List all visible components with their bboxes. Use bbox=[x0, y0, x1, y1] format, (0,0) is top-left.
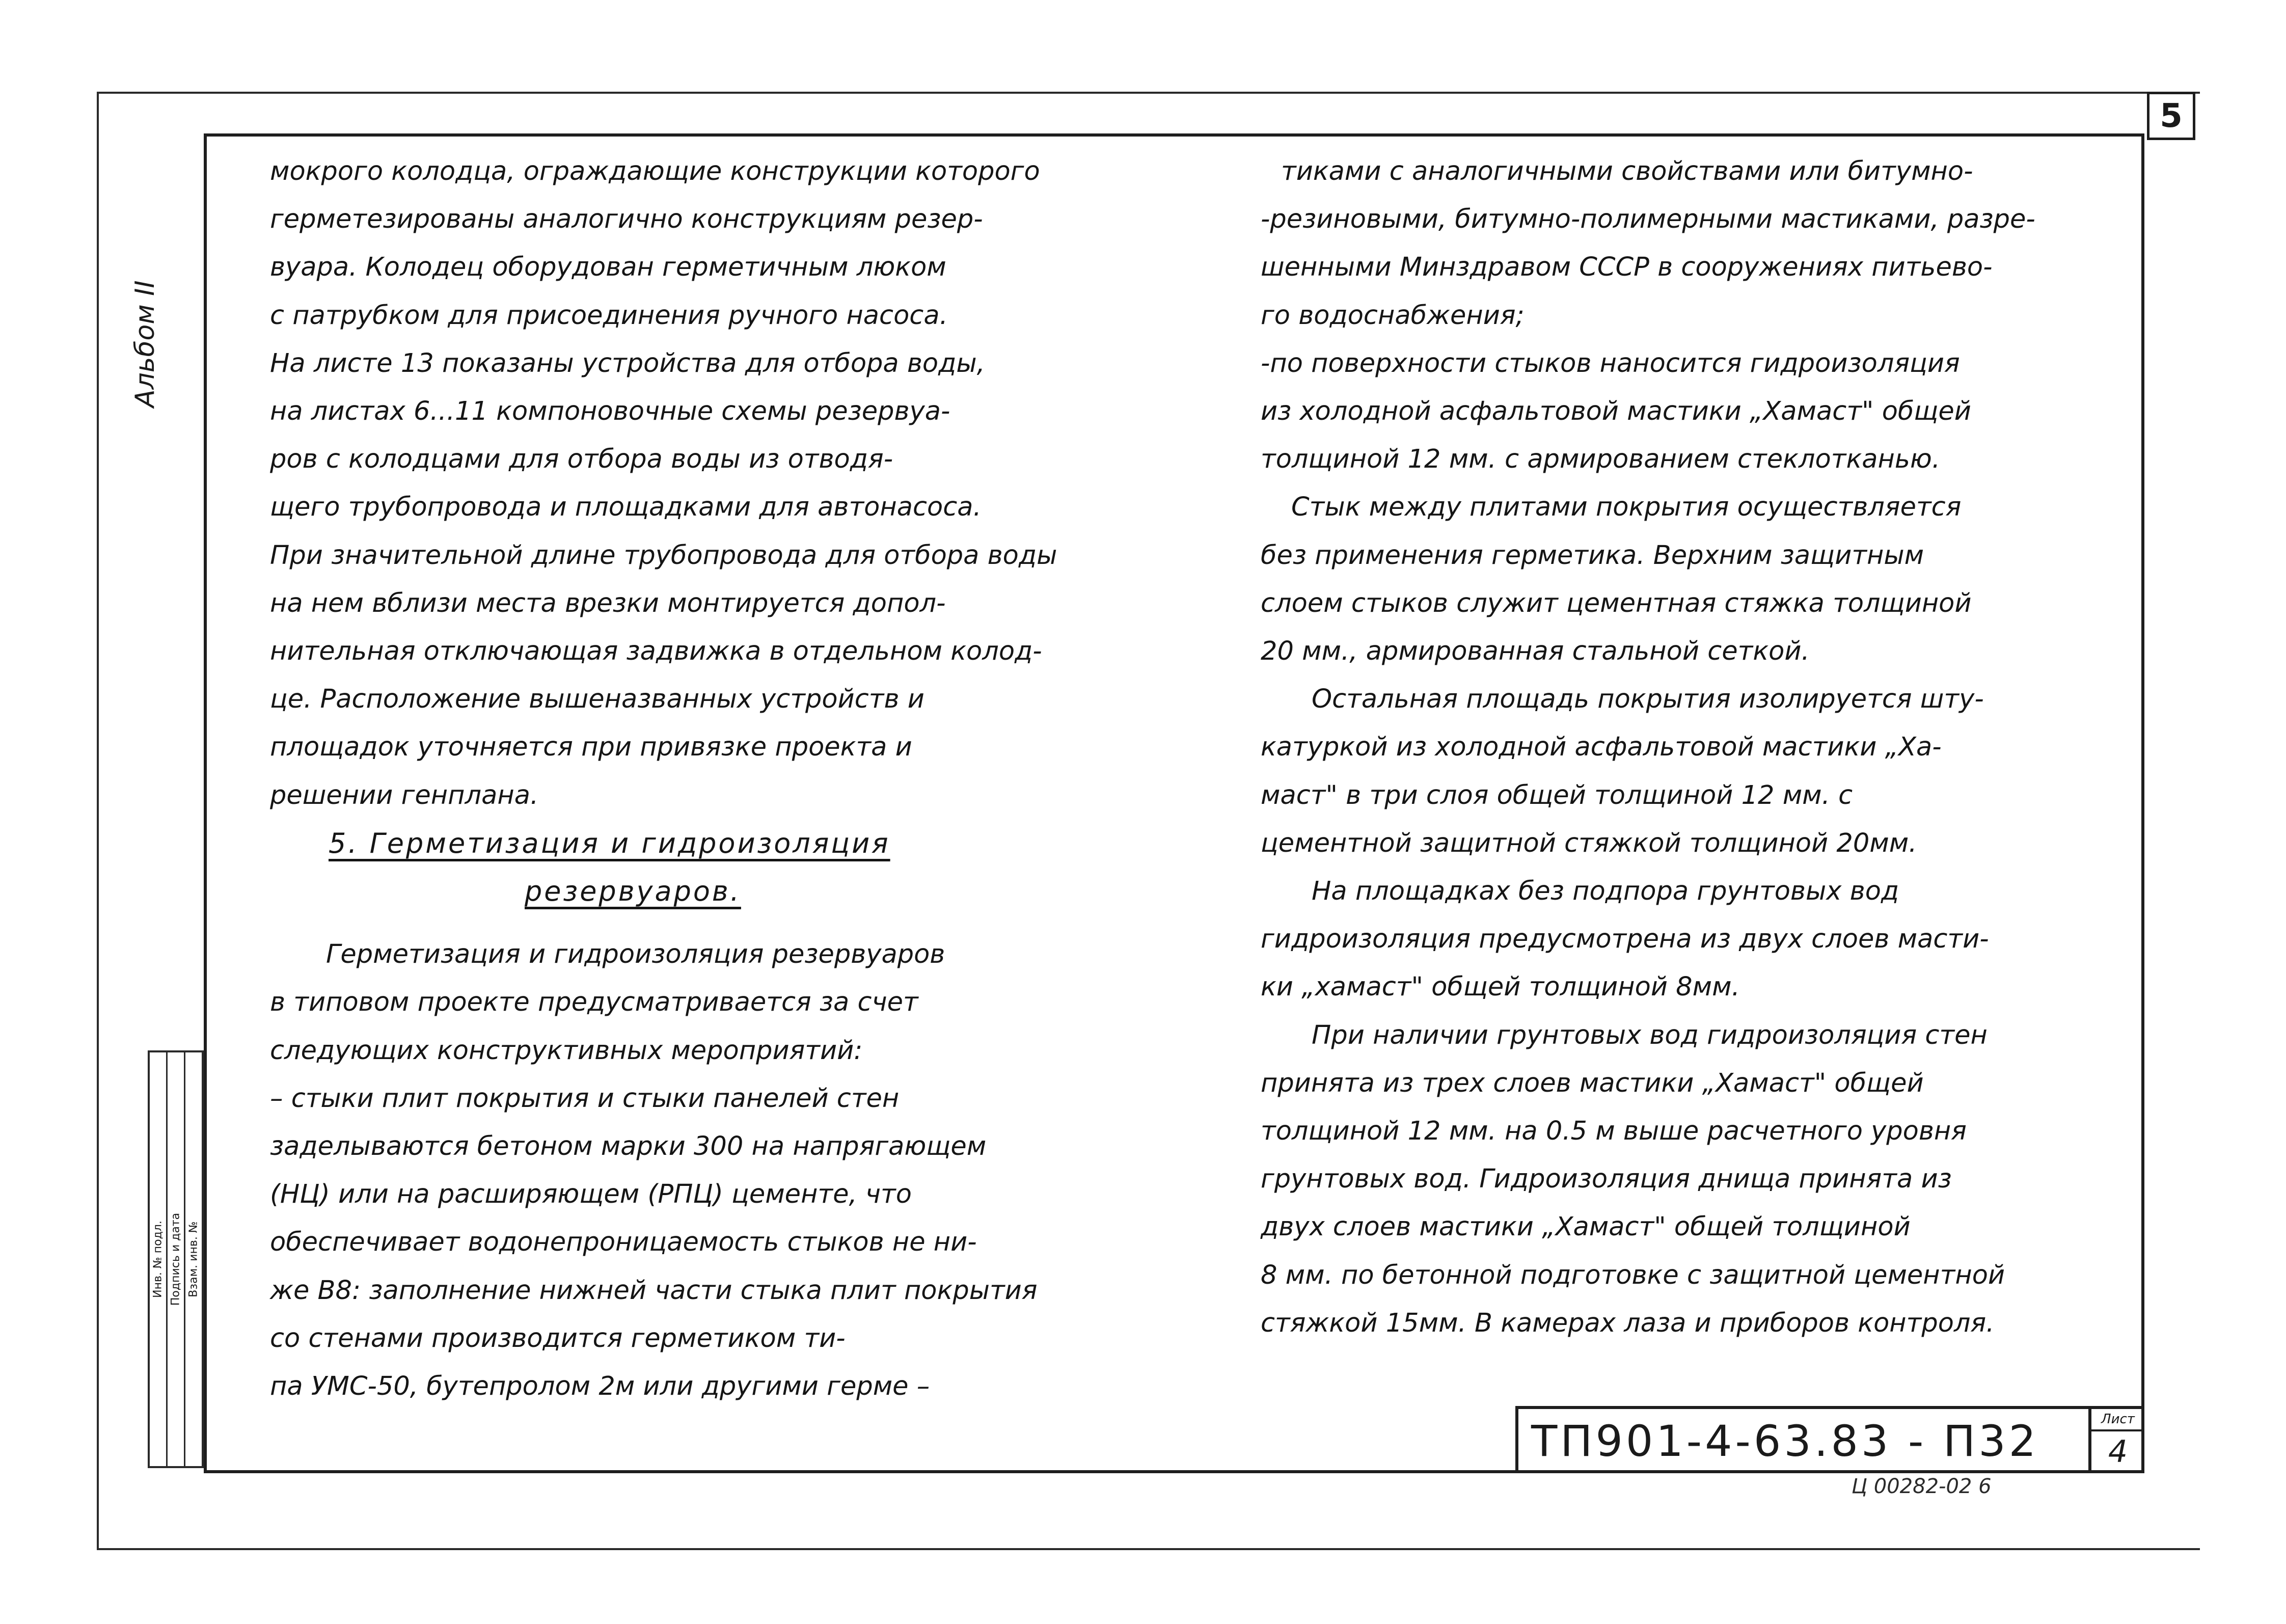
archive-code: Ц 00282-02 6 bbox=[1852, 1475, 1992, 1498]
text-line: На листе 13 показаны устройства для отбора воды, bbox=[270, 348, 985, 378]
text-line: стяжкой 15мм. В камерах лаза и приборов контроля. bbox=[1261, 1308, 1995, 1338]
text-line: маст" в три слоя общей толщиной 12 мм. с bbox=[1261, 780, 1853, 810]
section-heading-cont: резервуаров. bbox=[525, 875, 741, 908]
left-column bbox=[270, 148, 1197, 1411]
text-line: нительная отключающая задвижка в отдельном колод- bbox=[270, 636, 1042, 667]
text-line: -резиновыми, битумно-полимерными мастиками, разре- bbox=[1261, 204, 2035, 235]
text-line: толщиной 12 мм. с армированием стеклотканью. bbox=[1261, 444, 1941, 475]
text-line: вуара. Колодец оборудован герметичным люком bbox=[270, 252, 946, 283]
text-line: слоем стыков служит цементная стяжка толщиной bbox=[1261, 588, 1972, 618]
text-line: це. Расположение вышеназванных устройств и bbox=[270, 684, 924, 715]
document-code: ТП901-4-63.83 - П32 bbox=[1531, 1416, 2039, 1466]
text-line: ки „хамаст" общей толщиной 8мм. bbox=[1261, 972, 1740, 1003]
section-heading: 5. Герметизация и гидроизоляция bbox=[329, 827, 890, 859]
text-line: следующих конструктивных мероприятий: bbox=[270, 1035, 863, 1066]
text-line: шенными Минздравом СССР в сооружениях питьево- bbox=[1261, 252, 1993, 283]
text-line: двух слоев мастики „Хамаст" общей толщиной bbox=[1261, 1212, 1911, 1242]
text-line: на листах 6...11 компоновочные схемы резервуа- bbox=[270, 396, 950, 427]
side-stamp bbox=[148, 1050, 204, 1468]
text-line: гидроизоляция предусмотрена из двух слоев масти- bbox=[1261, 924, 1989, 955]
text-line: толщиной 12 мм. на 0.5 м выше расчетного уровня bbox=[1261, 1116, 1967, 1147]
text-line: го водоснабжения; bbox=[1261, 300, 1525, 331]
sheet-number: 5 bbox=[2147, 92, 2195, 140]
text-line: – стыки плит покрытия и стыки панелей стен bbox=[270, 1083, 900, 1114]
text-line: площадок уточняется при привязке проекта и bbox=[270, 732, 912, 763]
side-stamp-inv: Инв. № подл. bbox=[150, 1052, 168, 1466]
text-line: ров с колодцами для отбора воды из отводя- bbox=[270, 444, 893, 475]
title-block bbox=[1515, 1406, 2144, 1473]
text-line: решении генплана. bbox=[270, 780, 539, 810]
text-line: без применения герметика. Верхним защитным bbox=[1261, 540, 1924, 571]
album-label: Альбом II bbox=[130, 280, 160, 408]
sheet-list-number: 4 bbox=[2108, 1434, 2128, 1470]
text-line: в типовом проекте предусматривается за счет bbox=[270, 987, 918, 1018]
text-line: па УМС-50, бутепролом 2м или другими герме – bbox=[270, 1371, 930, 1402]
text-line: Герметизация и гидроизоляция резервуаров bbox=[326, 939, 945, 970]
text-line: обеспечивает водонепроницаемость стыков не ни- bbox=[270, 1227, 977, 1258]
side-stamp-signature: Подпись и дата bbox=[168, 1052, 185, 1466]
text-line: Остальная площадь покрытия изолируется шту- bbox=[1312, 684, 1984, 715]
text-line: При значительной длине трубопровода для отбора воды bbox=[270, 540, 1057, 571]
text-line: Стык между плитами покрытия осуществляется bbox=[1291, 492, 1962, 523]
text-line: -по поверхности стыков наносится гидроизоляция bbox=[1261, 348, 1960, 378]
text-line: При наличии грунтовых вод гидроизоляция стен bbox=[1312, 1020, 1988, 1050]
right-column bbox=[1261, 148, 2157, 1347]
sheet-list-box bbox=[2088, 1409, 2144, 1473]
text-line: (НЦ) или на расширяющем (РПЦ) цементе, что bbox=[270, 1179, 912, 1210]
text-line: мокрого колодца, ограждающие конструкции которого bbox=[270, 156, 1040, 186]
text-line: с патрубком для присоединения ручного насоса. bbox=[270, 300, 948, 331]
text-line: тиками с аналогичными свойствами или битумно- bbox=[1281, 156, 1973, 186]
text-line: На площадках без подпора грунтовых вод bbox=[1312, 876, 1899, 907]
text-line: катуркой из холодной асфальтовой мастики „Ха- bbox=[1261, 732, 1942, 763]
text-line: грунтовых вод. Гидроизоляция днища принята из bbox=[1261, 1164, 1952, 1195]
text-line: 8 мм. по бетонной подготовке с защитной цементной bbox=[1261, 1260, 2005, 1290]
side-stamp-replace: Взам. инв. № bbox=[187, 1221, 200, 1297]
text-line: заделываются бетоном марки 300 на напрягающем bbox=[270, 1131, 987, 1162]
text-line: из холодной асфальтовой мастики „Хамаст" общей bbox=[1261, 396, 1971, 427]
text-line: 20 мм., армированная стальной сеткой. bbox=[1261, 636, 1810, 667]
text-line: герметезированы аналогично конструкциям резер- bbox=[270, 204, 983, 235]
text-line: цементной защитной стяжкой толщиной 20мм. bbox=[1261, 828, 1917, 858]
text-line: принята из трех слоев мастики „Хамаст" общей bbox=[1261, 1068, 1924, 1098]
text-line: со стенами производится герметиком ти- bbox=[270, 1323, 846, 1354]
text-line: же В8: заполнение нижней части стыка плит покрытия bbox=[270, 1275, 1038, 1306]
text-line: щего трубопровода и площадками для автонасоса. bbox=[270, 492, 982, 523]
sheet-list-label: Лист bbox=[2091, 1409, 2144, 1431]
text-line: на нем вблизи места врезки монтируется допол- bbox=[270, 588, 946, 618]
